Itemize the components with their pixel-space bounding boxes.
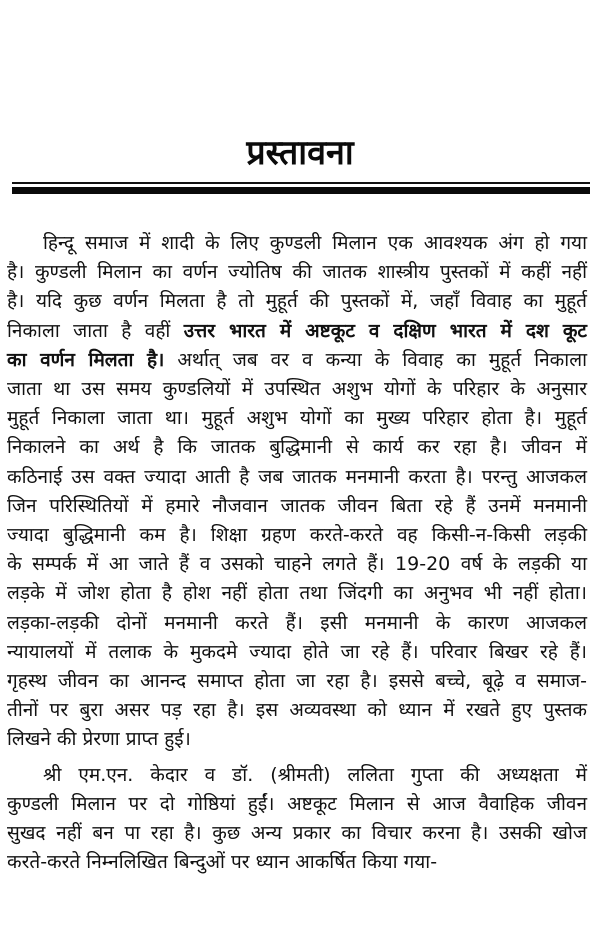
text-line: ज्यादा बुद्धिमानी कम है। शिक्षा ग्रहण करते-करते वह किसी-न-किसी लड़की <box>7 524 587 547</box>
text-line: कठिनाई उस वक्त ज्यादा आती है जब जातक मनमानी करता है। परन्तु आजकल <box>7 465 587 488</box>
text-line: निकालने का अर्थ है कि जातक बुद्धिमानी से कार्य कर रहा है। जीवन में <box>7 436 587 459</box>
text-line: मुहूर्त निकाला जाता था। मुहूर्त अशुभ योगों का मुख्य परिहार होता है। मुहूर्त <box>7 407 587 430</box>
text-line: करते-करते निम्नलिखित बिन्दुओं पर ध्यान आकर्षित किया गया- <box>7 851 438 874</box>
text-line: गृहस्थ जीवन का आनन्द समाप्त होता जा रहा है। इससे बच्चे, बूढ़े व समाज- <box>7 670 587 693</box>
paragraph-1 <box>7 229 587 755</box>
text-line: तीनों पर बुरा असर पड़ रहा है। इस अव्यवस्था को ध्यान में रखते हुए पुस्तक <box>7 699 587 722</box>
text-line: हिन्दू समाज में शादी के लिए कुण्डली मिलान एक आवश्यक अंग हो गया <box>43 232 587 254</box>
text-line: है। यदि कुछ वर्णन मिलता है तो मुहूर्त की पुस्तकों में, जहाँ विवाह का मुहूर्त <box>7 290 587 313</box>
text-normal: निकाला जाता है वहीं <box>7 319 184 342</box>
text-line: लड़के में जोश होता है होश नहीं होता तथा जिंदगी का अनुभव भी नहीं होता। <box>7 582 587 605</box>
page-title: प्रस्तावना <box>246 133 354 173</box>
text-line: जिन परिस्थितियों में हमारे नौजवान जातक जीवन बिता रहे हैं उनमें मनमानी <box>7 494 587 517</box>
title-rule-thin <box>12 182 590 184</box>
text-line: कुण्डली मिलान पर दो गोष्ठियां हुईं। अष्टकूट मिलान से आज वैवाहिक जीवन <box>7 792 587 815</box>
paragraph-2 <box>7 761 587 878</box>
text-line: न्यायालयों में तलाक के मुकदमे ज्यादा होते जा रहे हैं। परिवार बिखर रहे हैं। <box>7 640 587 663</box>
text-line: लड़का-लड़की दोनों मनमानी करते हैं। इसी मनमानी के कारण आजकल <box>7 611 587 634</box>
text-line-mixed <box>7 346 587 375</box>
title-rule-thick <box>12 187 590 194</box>
text-line: जाता था उस समय कुण्डलियों में उपस्थित अशुभ योगों के परिहार के अनुसार <box>7 378 587 401</box>
text-line: सुखद नहीं बन पा रहा है। कुछ अन्य प्रकार का विचार करना है। उसकी खोज <box>7 822 587 845</box>
text-normal: अर्थात् जब वर व कन्या के विवाह का मुहूर्त निकाला <box>164 348 587 371</box>
text-line-mixed <box>7 317 587 346</box>
text-line: के सम्पर्क में आ जाते हैं व उसको चाहने लगते हैं। 19-20 वर्ष के लड़की या <box>7 553 587 576</box>
text-bold: का वर्णन मिलता है। <box>7 348 165 371</box>
text-bold: उत्तर भारत में अष्टकूट व दक्षिण भारत में दश कूट <box>183 319 588 342</box>
text-line: है। कुण्डली मिलान का वर्णन ज्योतिष की जातक शास्त्रीय पुस्तकों में कहीं नहीं <box>7 261 587 284</box>
body-text <box>7 229 587 877</box>
text-line: लिखने की प्रेरणा प्राप्त हुई। <box>7 728 191 751</box>
text-line: श्री एम.एन. केदार व डॉ. (श्रीमती) ललिता गुप्ता की अध्यक्षता में <box>43 763 587 786</box>
